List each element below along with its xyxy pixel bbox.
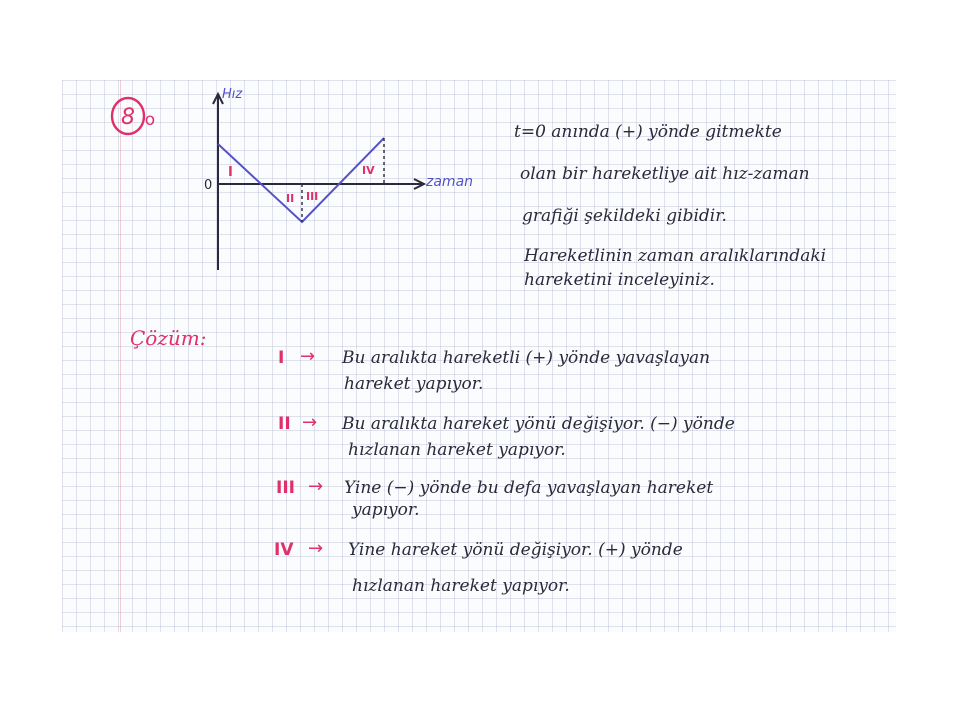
velocity-time-graph — [190, 78, 490, 278]
solution-arrow-2: → — [302, 412, 318, 433]
problem-line-4: Hareketlinin zaman aralıklarındaki — [524, 246, 827, 266]
problem-number-suffix: o — [144, 110, 156, 130]
problem-line-5: hareketini inceleyiniz. — [524, 270, 715, 290]
solution-numeral-4: IV — [274, 540, 294, 560]
solution-2-line-2: hızlanan hareket yapıyor. — [348, 440, 566, 460]
solution-1-line-2: hareket yapıyor. — [344, 374, 484, 394]
region-label-3: III — [306, 190, 319, 203]
region-label-1: I — [228, 165, 233, 180]
solution-3-line-1: Yine (−) yönde bu defa yavaşlayan hareket — [344, 478, 714, 498]
solution-numeral-3: III — [276, 478, 295, 498]
solution-3-line-2: yapıyor. — [352, 500, 420, 520]
solution-arrow-3: → — [308, 476, 324, 497]
problem-line-1: t=0 anında (+) yönde gitmekte — [514, 122, 782, 142]
velocity-line — [218, 138, 384, 222]
region-label-4: IV — [362, 164, 375, 177]
page-margin-line — [120, 80, 121, 632]
y-axis-label: Hız — [222, 87, 243, 102]
solution-numeral-2: II — [278, 414, 291, 434]
solution-4-line-2: hızlanan hareket yapıyor. — [352, 576, 570, 596]
problem-number-circle — [106, 92, 166, 142]
solution-arrow-1: → — [300, 346, 316, 367]
solution-arrow-4: → — [308, 538, 324, 559]
problem-line-2: olan bir hareketliye ait hız-zaman — [520, 164, 810, 184]
region-label-2: II — [286, 192, 295, 205]
problem-line-3: grafiği şekildeki gibidir. — [522, 206, 727, 226]
solution-1-line-1: Bu aralıkta hareketli (+) yönde yavaşlayan — [342, 348, 711, 368]
solution-2-line-1: Bu aralıkta hareket yönü değişiyor. (−) yönde — [342, 414, 735, 434]
origin-label: 0 — [204, 178, 213, 193]
solution-title: Çözüm: — [130, 326, 207, 350]
solution-numeral-1: I — [278, 348, 285, 368]
solution-4-line-1: Yine hareket yönü değişiyor. (+) yönde — [348, 540, 683, 560]
x-axis-label: zaman — [426, 174, 474, 190]
problem-number: 8 — [121, 105, 135, 130]
